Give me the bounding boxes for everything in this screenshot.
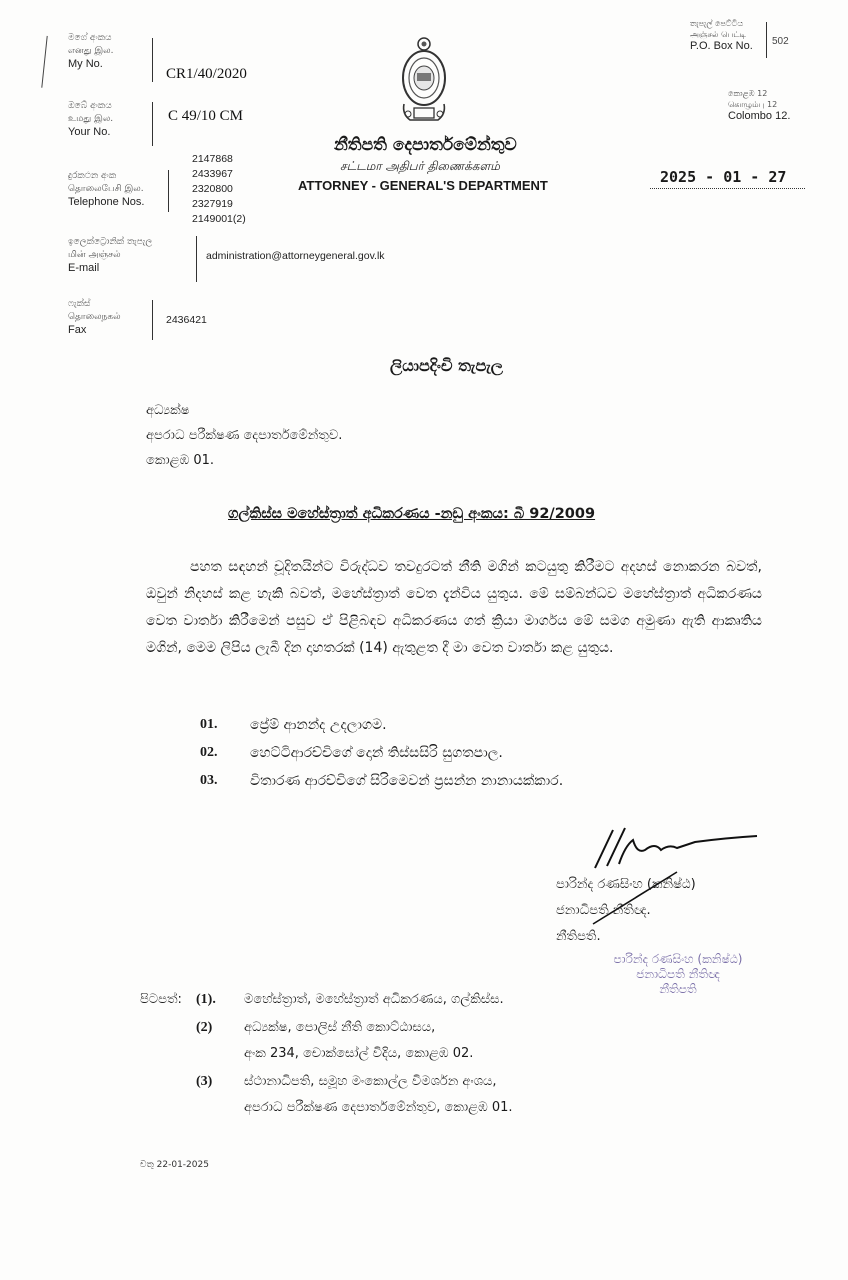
addressee-line: අපරාධ පරීක්ෂණ දෙපාර්තමේන්තුව. bbox=[146, 428, 343, 443]
addressee bbox=[146, 398, 342, 473]
fax-value: 2436421 bbox=[166, 314, 207, 326]
telephone-label-en: Telephone Nos. bbox=[68, 196, 145, 208]
email-label-en: E-mail bbox=[68, 262, 100, 274]
copy-line: ස්ථානාධිපති, සමූහ මංකොල්ල විමර්ශන අංශය, bbox=[244, 1074, 497, 1089]
telephone-label-ta: தொலைபேசி இல. bbox=[68, 184, 144, 194]
brace bbox=[766, 22, 767, 58]
email-label-ta: மின் அஞ்சல் bbox=[68, 250, 121, 260]
copy-number: (1). bbox=[196, 992, 216, 1007]
subject-line: ගල්කිස්ස මහේස්ත්‍රාත් අධිකරණය -නඩු අංකය: බී 92/2009 bbox=[228, 506, 596, 522]
my-no-value: CR1/40/2020 bbox=[166, 66, 247, 82]
date-dotted-line bbox=[650, 188, 805, 189]
copy-line: අධ්‍යක්ෂ, පොලිස් නීති කොට්ඨාසය, bbox=[244, 1020, 436, 1035]
po-box-label-en: P.O. Box No. bbox=[690, 40, 753, 52]
email-label-si: ඉලෙක්ට්‍රොනික් තැපැල bbox=[68, 237, 153, 247]
fax-label-si: ෆැක්ස් bbox=[68, 299, 91, 309]
accused-number: 02. bbox=[200, 745, 218, 760]
fax-label-ta: தொலைநகல் bbox=[68, 312, 121, 322]
letter-date: 2025 - 01 - 27 bbox=[660, 168, 787, 186]
copy-number: (2) bbox=[196, 1020, 213, 1035]
department-name-ta: சட்டமா அதிபர் திணைக்களம் bbox=[340, 159, 500, 173]
your-no-label-si: ඔබේ අංකය bbox=[68, 101, 112, 111]
telephone-number: 2149001(2) bbox=[192, 213, 246, 225]
signatory-office: නීතිපති. bbox=[556, 929, 601, 944]
accused-name: හෙට්ටිආරච්චිගේ දොන් තිස්සසිරි සුගතපාල. bbox=[250, 745, 503, 761]
accused-name: විතාරණ ආරච්චිගේ සිරිමෙවන් ප්‍රසන්න නානායක්කාර. bbox=[250, 773, 564, 789]
telephone-number: 2327919 bbox=[192, 198, 233, 210]
email-block bbox=[68, 236, 152, 275]
po-box-label-ta: அஞ்சல் பெட்டி bbox=[690, 30, 747, 39]
telephone-number: 2147868 bbox=[192, 153, 233, 165]
addressee-line: කොළඹ 01. bbox=[146, 453, 215, 468]
my-no-label-si: මගේ අංකය bbox=[68, 33, 112, 43]
my-no-label-en: My No. bbox=[68, 58, 103, 70]
brace bbox=[196, 236, 197, 282]
department-name-si: නීතිපති දෙපාර්තමේන්තුව bbox=[334, 135, 517, 155]
your-no-value: C 49/10 CM bbox=[168, 108, 244, 124]
margin-mark bbox=[41, 36, 50, 88]
registered-post-heading: ලියාපදිංචි තැපැල bbox=[390, 356, 504, 375]
your-no-label-ta: உமது இல. bbox=[68, 114, 114, 124]
stamp-office: නීතිපති bbox=[659, 982, 697, 996]
telephone-number: 2320800 bbox=[192, 183, 233, 195]
city-line-en: Colombo 12. bbox=[728, 110, 791, 122]
telephone-label-si: දුරකථන අංක bbox=[68, 171, 117, 181]
po-box-block bbox=[690, 18, 753, 53]
po-box-label-si: තැපැල් පෙට්ටිය bbox=[690, 19, 744, 28]
email-value: administration@attorneygeneral.gov.lk bbox=[206, 250, 385, 262]
signatory-name: පාරින්ද රණසිංහ (කනිෂ්ඨ) bbox=[556, 877, 696, 892]
my-no-block bbox=[68, 32, 114, 71]
your-no-block bbox=[68, 100, 113, 139]
footer-reference: චතු 22-01-2025 bbox=[140, 1160, 209, 1170]
copies-label: පිටපත්: bbox=[140, 992, 182, 1007]
accused-number: 01. bbox=[200, 717, 218, 732]
brace bbox=[152, 38, 153, 82]
national-emblem bbox=[398, 34, 450, 126]
telephone-block bbox=[68, 170, 144, 209]
signatory-title: ජනාධිපති නීතිඥ. bbox=[556, 903, 651, 918]
copy-line: අපරාධ පරීක්ෂණ දෙපාර්තමේන්තුව, කොළඹ 01. bbox=[244, 1100, 513, 1115]
your-no-label-en: Your No. bbox=[68, 126, 111, 138]
fax-block bbox=[68, 298, 121, 337]
brace bbox=[152, 102, 153, 146]
my-no-label-ta: எனது இல. bbox=[68, 46, 114, 56]
copy-line: මහේස්ත්‍රාත්, මහේස්ත්‍රාත් අධිකරණය, ගල්කිස්ස. bbox=[244, 992, 504, 1007]
copy-line: අංක 234, චොක්සෝල් විදිය, කොළඹ 02. bbox=[244, 1046, 474, 1061]
city-block bbox=[728, 88, 790, 123]
city-line-ta: கொழும்பு 12 bbox=[728, 100, 778, 109]
stamp-title: ජනාධිපති නීතිඥ bbox=[636, 967, 720, 981]
department-name-en: ATTORNEY - GENERAL'S DEPARTMENT bbox=[298, 178, 548, 193]
accused-number: 03. bbox=[200, 773, 218, 788]
telephone-number: 2433967 bbox=[192, 168, 233, 180]
fax-label-en: Fax bbox=[68, 324, 87, 336]
letter-body: පහත සඳහන් චූදිතයින්ට විරුද්ධව තවදුරටත් නීති මගින් කටයුතු කිරීමට අදහස් නොකරන බවත්, ඔවුන් නිදහස් කළ හැකි බවත්, මහේස්ත්‍රාත් වෙත දැන්විය යුතුය. මේ සම්බන්ධව මහේස්ත්‍රාත් අධිකරණය වෙත වාර්තා කිරීමෙන් පසුව ඒ පිළිබඳව අධිකරණය ගත් ක්‍රියා මාර්ගය මේ සමග අමුණා ඇති ආකෘතිය මගින්, මෙම ලිපිය ලැබී දින දාහතරක් (14) ඇතුළත දී මා වෙත වාර්තා කළ යුතුය. bbox=[146, 559, 762, 656]
po-box-value: 502 bbox=[772, 36, 789, 47]
official-stamp bbox=[568, 952, 788, 997]
brace bbox=[168, 170, 169, 212]
telephone-values bbox=[192, 152, 246, 227]
copy-number: (3) bbox=[196, 1074, 213, 1089]
addressee-line: අධ්‍යක්ෂ bbox=[146, 403, 190, 418]
signatory-block bbox=[556, 872, 696, 950]
stamp-name: පාරින්ද රණසිංහ (කනිෂ්ඨ) bbox=[613, 952, 743, 966]
brace bbox=[152, 300, 153, 340]
city-line-si: කොළඹ 12 bbox=[728, 89, 768, 98]
accused-name: ප්‍රේම් ආනන්ද උදලාගම. bbox=[250, 717, 387, 733]
